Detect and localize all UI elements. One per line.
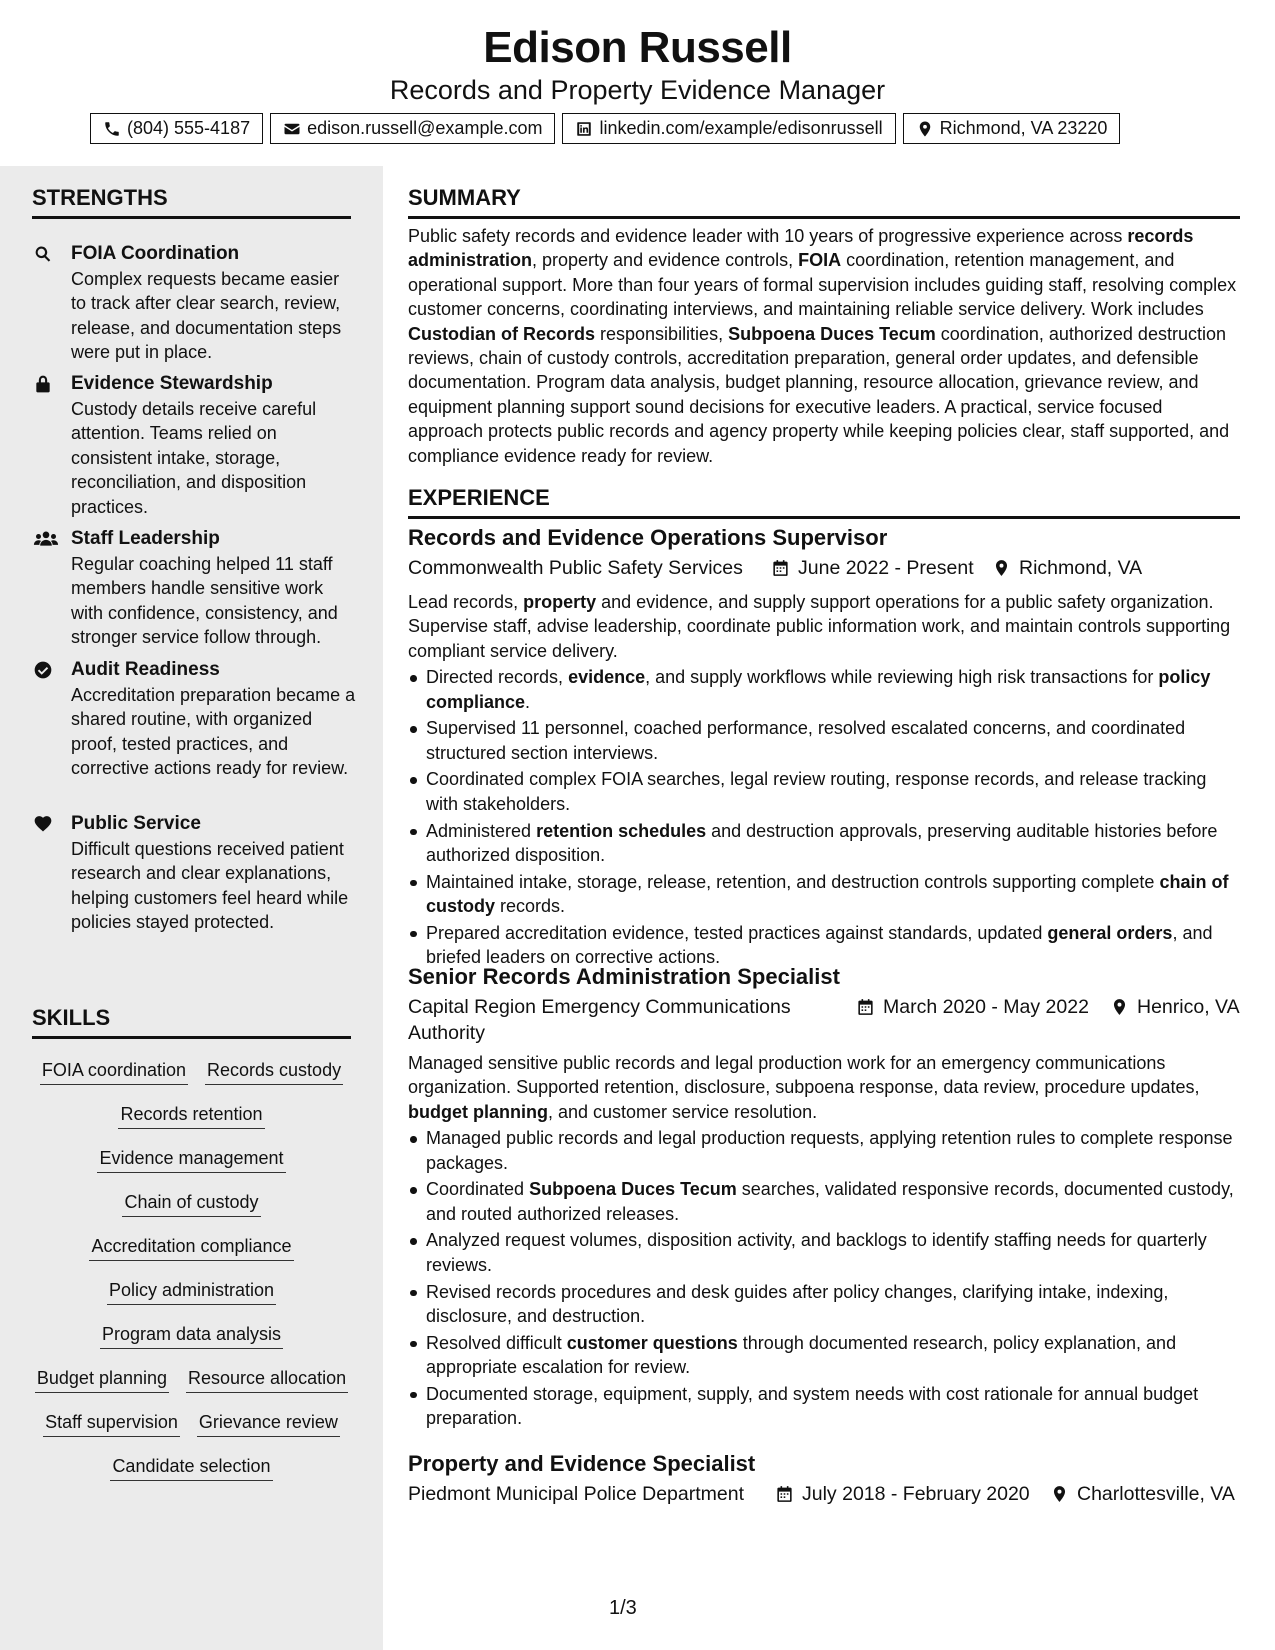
candidate-name: Edison Russell	[483, 23, 792, 72]
skill-tag: Evidence management	[97, 1146, 285, 1173]
summary-text: Public safety records and evidence leader with 10 years of progressive experience across records administration, property and evidence controls, FOIA coordination, retention management, and operational support. More than four years of formal supervision includes guiding staff, resolving complex customer concerns, coordinating interviews, and maintaining reliable service delivery. Work includes Custodian of Records responsibilities, Subpoena Duces Tecum coordination, authorized destruction reviews, chain of custody controls, accreditation preparation, general order updates, and defensible documentation. Program data analysis, budget planning, resource allocation, grievance review, and equipment planning support sound decisions for executive leaders. A practical, service focused approach protects public records and agency property while keeping policies clear, staff supported, and compliance evidence ready for review.	[408, 226, 1237, 466]
map-pin-icon	[992, 558, 1011, 578]
map-pin-icon	[1050, 1484, 1069, 1504]
job-entry	[408, 524, 1240, 972]
emphasis: budget planning	[408, 1101, 548, 1122]
contact-linkedin-text: linkedin.com/example/edisonrussell	[599, 118, 883, 138]
job-organization: Capital Region Emergency Communications Authority	[408, 996, 791, 1044]
emphasis: FOIA	[798, 250, 842, 271]
skill-tag: Budget planning	[35, 1366, 169, 1393]
calendar-icon	[856, 997, 875, 1017]
job-meta	[408, 994, 1240, 1046]
job-role: Senior Records Administration Specialist	[408, 964, 840, 989]
job-organization: Commonwealth Public Safety Services	[408, 557, 743, 579]
summary-section	[408, 184, 1240, 219]
job-location	[992, 555, 1142, 581]
job-dates-text: June 2022 - Present	[798, 557, 974, 579]
resume-header	[0, 0, 1275, 166]
job-entry	[408, 1450, 1240, 1533]
job-bullet: Maintained intake, storage, release, retention, and destruction controls supporting complete chain of custody records.	[408, 870, 1240, 919]
skill-tag: Staff supervision	[43, 1410, 180, 1437]
strength-title: Staff Leadership	[71, 528, 220, 549]
map-pin-icon	[1110, 997, 1129, 1017]
job-bullets	[408, 665, 1240, 969]
strength-title: Audit Readiness	[71, 659, 220, 680]
map-pin-icon	[916, 120, 934, 138]
contact-location[interactable]	[903, 113, 1121, 144]
job-location	[1050, 1481, 1240, 1507]
job-bullet: Documented storage, equipment, supply, and system needs with cost rationale for annual budget preparation.	[408, 1382, 1240, 1431]
job-location-text: Richmond, VA	[1019, 557, 1143, 579]
calendar-icon	[771, 558, 790, 578]
job-meta	[408, 555, 1240, 585]
job-dates-text: July 2018 - February 2020	[802, 1483, 1030, 1505]
skills-heading: SKILLS	[32, 1004, 351, 1039]
skills-list	[32, 1058, 351, 1481]
contact-email[interactable]	[270, 113, 555, 144]
job-role: Property and Evidence Specialist	[408, 1451, 756, 1476]
skill-tag: Program data analysis	[100, 1322, 283, 1349]
emphasis: policy compliance	[426, 667, 1211, 712]
lock-icon	[33, 374, 55, 394]
job-bullet: Analyzed request volumes, disposition activity, and backlogs to identify staffing needs for quarterly reviews.	[408, 1228, 1240, 1277]
job-dates	[775, 1481, 1030, 1507]
strength-title: FOIA Coordination	[71, 243, 240, 264]
skill-tag: Records custody	[205, 1058, 343, 1085]
check-circle-icon	[33, 660, 55, 680]
envelope-icon	[283, 120, 301, 138]
job-location	[1110, 994, 1240, 1020]
skill-tag: Resource allocation	[186, 1366, 348, 1393]
users-icon	[33, 529, 59, 549]
strengths-heading: STRENGTHS	[32, 184, 351, 219]
emphasis: records administration	[408, 226, 1194, 271]
job-dates	[771, 555, 974, 581]
job-description: Managed sensitive public records and legal production work for an emergency communications organization. Supported retention, disclosure, subpoena response, data review, procedure updates, budget planning, and customer service resolution.	[408, 1053, 1200, 1122]
emphasis: evidence	[568, 667, 646, 688]
skill-tag: Chain of custody	[122, 1190, 260, 1217]
job-meta	[408, 1481, 1240, 1533]
job-bullet: Managed public records and legal production requests, applying retention rules to complete response packages.	[408, 1126, 1240, 1175]
emphasis: chain of custody	[426, 871, 1229, 917]
contact-phone[interactable]	[90, 113, 263, 144]
skill-tag: Accreditation compliance	[89, 1234, 293, 1261]
job-entry	[408, 963, 1240, 1433]
skills-section	[32, 1004, 351, 1476]
strength-title: Evidence Stewardship	[71, 373, 273, 394]
emphasis: customer questions	[566, 1332, 738, 1353]
job-organization: Piedmont Municipal Police Department	[408, 1483, 744, 1505]
candidate-title: Records and Property Evidence Manager	[389, 75, 886, 105]
contact-bar	[90, 113, 1120, 144]
phone-icon	[103, 120, 121, 138]
job-bullet: Prepared accreditation evidence, tested practices against standards, updated general orders, and briefed leaders on corrective actions.	[408, 921, 1240, 970]
emphasis: Subpoena Duces Tecum	[529, 1179, 737, 1200]
job-bullet: Resolved difficult customer questions through documented research, policy explanation, and appropriate escalation for review.	[408, 1331, 1240, 1380]
magnifier-icon	[33, 244, 55, 264]
job-location-text: Charlottesville, VA	[1077, 1483, 1235, 1505]
job-description: Lead records, property and evidence, and supply support operations for a public safety organization. Supervise staff, advise leadership, coordinate public information work, and maintain controls supporting compliant service delivery.	[408, 592, 1231, 661]
job-bullet: Coordinated complex FOIA searches, legal review routing, response records, and release tracking with stakeholders.	[408, 767, 1240, 816]
strength-text: Regular coaching helped 11 staff members handle sensitive work with confidence, consistency, and stronger service follow through.	[71, 554, 338, 648]
job-role: Records and Evidence Operations Supervisor	[408, 525, 888, 550]
skill-tag: FOIA coordination	[40, 1058, 188, 1085]
emphasis: Custodian of Records	[408, 323, 596, 344]
experience-heading: EXPERIENCE	[408, 484, 1240, 519]
emphasis: Subpoena Duces Tecum	[728, 323, 936, 344]
skill-tag: Policy administration	[107, 1278, 276, 1305]
page-number: 1/3	[609, 1597, 637, 1619]
summary-heading: SUMMARY	[408, 184, 1240, 219]
contact-phone-text: (804) 555-4187	[127, 118, 251, 138]
strength-text: Complex requests became easier to track after clear search, review, release, and documentation steps were put in place.	[71, 269, 342, 363]
contact-email-text: edison.russell@example.com	[307, 118, 543, 138]
experience-section	[408, 484, 1240, 519]
emphasis: general orders	[1047, 922, 1173, 943]
skill-tag: Grievance review	[197, 1410, 340, 1437]
strengths-section	[32, 184, 356, 933]
calendar-icon	[775, 1484, 794, 1504]
job-bullets	[408, 1126, 1240, 1430]
linkedin-icon	[575, 120, 593, 138]
job-location-text: Henrico, VA	[1137, 996, 1240, 1018]
strength-text: Custody details receive careful attention. Teams relied on consistent intake, storage, reconciliation, and disposition practices.	[71, 399, 317, 517]
contact-location-text: Richmond, VA 23220	[939, 118, 1108, 138]
job-bullet: Revised records procedures and desk guides after policy changes, clarifying intake, indexing, disclosure, and destruction.	[408, 1280, 1240, 1329]
job-dates	[856, 994, 1089, 1020]
skill-tag: Candidate selection	[110, 1454, 272, 1481]
heart-icon	[33, 814, 55, 834]
job-bullet: Directed records, evidence, and supply workflows while reviewing high risk transactions for policy compliance.	[408, 665, 1240, 714]
emphasis: property	[523, 592, 597, 612]
job-bullet: Coordinated Subpoena Duces Tecum searches, validated responsive records, documented custody, and routed authorized releases.	[408, 1177, 1240, 1226]
job-bullet: Administered retention schedules and destruction approvals, preserving auditable histories before authorized disposition.	[408, 819, 1240, 868]
skill-tag: Records retention	[118, 1102, 264, 1129]
sidebar	[0, 166, 383, 1650]
contact-linkedin[interactable]	[562, 113, 895, 144]
emphasis: retention schedules	[536, 820, 707, 841]
job-bullet: Supervised 11 personnel, coached performance, resolved escalated concerns, and coordinated structured section interviews.	[408, 716, 1240, 765]
strength-title: Public Service	[71, 813, 201, 834]
strength-text: Accreditation preparation became a shared routine, with organized proof, tested practices, and corrective actions ready for review.	[71, 685, 356, 779]
job-dates-text: March 2020 - May 2022	[883, 996, 1089, 1018]
strength-text: Difficult questions received patient research and clear explanations, helping customers feel heard while policies stayed protected.	[71, 839, 349, 933]
